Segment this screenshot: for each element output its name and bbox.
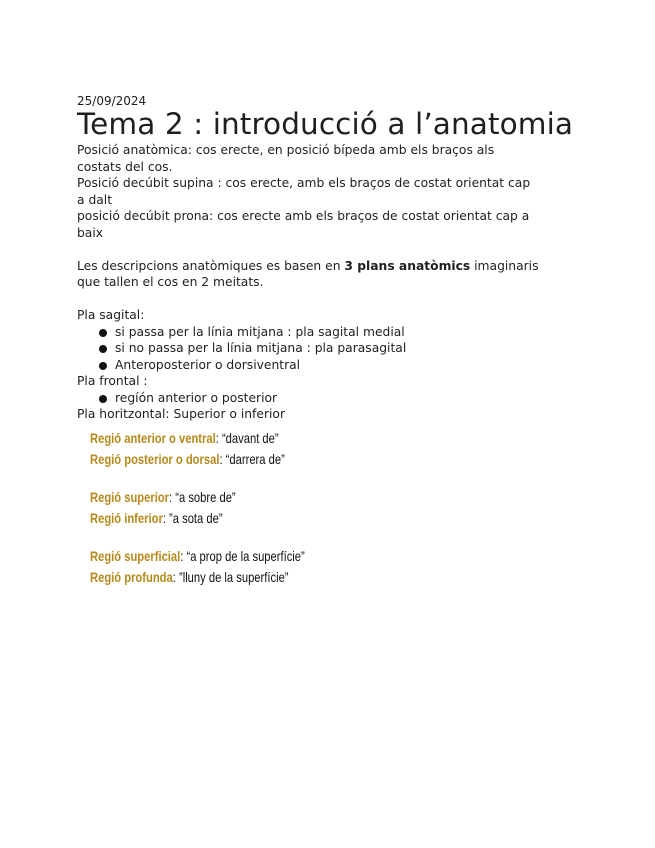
region-sep: : bbox=[219, 451, 226, 467]
spacer bbox=[77, 291, 597, 308]
frontal-list bbox=[77, 390, 597, 407]
intro-line: a dalt bbox=[77, 192, 113, 207]
intro-line: posició decúbit prona: cos erecte amb els braços de costat orientat cap a bbox=[77, 209, 530, 223]
page-title: Tema 2 : introducció a l’anatomia bbox=[77, 107, 574, 141]
bullet-icon bbox=[99, 329, 107, 337]
region-line bbox=[90, 487, 346, 508]
intro-line: costats del cos. bbox=[77, 159, 173, 174]
intro-line: Posició decúbit supina : cos erecte, amb els braços de costat orientat cap bbox=[77, 176, 531, 190]
bullet-icon bbox=[99, 345, 107, 353]
list-item bbox=[99, 324, 597, 341]
horitzontal-line: Pla horitzontal: Superior o inferior bbox=[77, 407, 286, 421]
region-term: Regió superficial bbox=[90, 548, 181, 564]
spacer bbox=[90, 529, 410, 546]
bullet-icon bbox=[99, 395, 107, 403]
list-item bbox=[99, 390, 597, 407]
region-meaning: ”lluny de la superfície” bbox=[178, 569, 289, 585]
region-line bbox=[90, 546, 346, 567]
region-meaning: “darrera de” bbox=[225, 451, 285, 467]
region-sep: : bbox=[162, 510, 170, 526]
region-meaning: “davant de” bbox=[221, 430, 279, 446]
date: 25/09/2024 bbox=[77, 94, 147, 108]
region-line bbox=[90, 449, 346, 470]
planes-text-before: Les descripcions anatòmiques es basen en bbox=[77, 258, 345, 273]
spacer bbox=[77, 241, 597, 258]
list-item-text: Anteroposterior o dorsiventral bbox=[115, 357, 301, 372]
planes-paragraph bbox=[77, 258, 597, 275]
frontal-heading: Pla frontal : bbox=[77, 374, 148, 388]
regions-figure bbox=[90, 428, 410, 588]
list-item-text: regíón anterior o posterior bbox=[115, 390, 278, 405]
region-meaning: “a sobre de” bbox=[175, 489, 236, 505]
region-term: Regió superior bbox=[90, 489, 170, 505]
list-item bbox=[99, 340, 597, 357]
region-sep: : bbox=[169, 489, 176, 505]
list-item bbox=[99, 357, 597, 374]
sagital-heading: Pla sagital: bbox=[77, 308, 145, 322]
region-sep: : bbox=[215, 430, 222, 446]
planes-text-after: imaginaris bbox=[470, 258, 539, 273]
intro-line: Posició anatòmica: cos erecte, en posició bípeda amb els braços als bbox=[77, 143, 495, 157]
region-line bbox=[90, 567, 346, 588]
region-meaning: ”a sota de” bbox=[169, 510, 223, 526]
region-term: Regió profunda bbox=[90, 569, 173, 585]
region-line bbox=[90, 428, 346, 449]
sagital-list bbox=[77, 324, 597, 374]
intro-line: baix bbox=[77, 225, 104, 240]
region-term: Regió posterior o dorsal bbox=[90, 451, 220, 467]
bullet-icon bbox=[99, 362, 107, 370]
region-meaning: “a prop de la superfície” bbox=[186, 548, 305, 564]
region-term: Regió anterior o ventral bbox=[90, 430, 216, 446]
region-sep: : bbox=[180, 548, 187, 564]
region-sep: : bbox=[172, 569, 179, 585]
planes-text-bold: 3 plans anatòmics bbox=[344, 258, 471, 273]
list-item-text: si no passa per la línia mitjana : pla parasagital bbox=[115, 341, 407, 355]
region-line bbox=[90, 508, 346, 529]
document-body bbox=[77, 94, 597, 423]
spacer bbox=[90, 470, 410, 487]
list-item-text: si passa per la línia mitjana : pla sagital medial bbox=[115, 324, 405, 339]
planes-paragraph-line2: que tallen el cos en 2 meitats. bbox=[77, 275, 264, 289]
region-term: Regió inferior bbox=[90, 510, 163, 526]
